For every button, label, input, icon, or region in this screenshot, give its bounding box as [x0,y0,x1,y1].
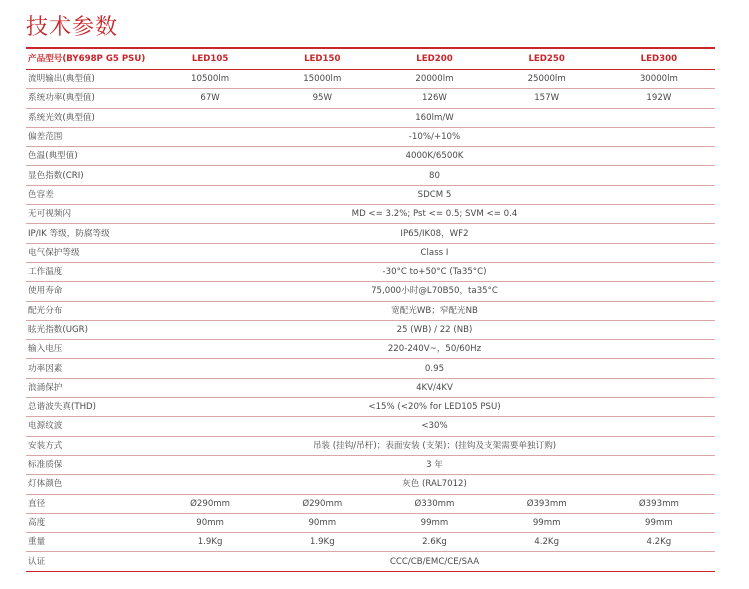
row-label: 显色指数(CRI) [26,166,154,185]
row-value: 25000lm [491,70,603,89]
row-value: 4.2Kg [491,533,603,552]
row-value-shared: 3 年 [154,455,715,474]
row-value: 15000lm [266,70,378,89]
table-row [26,320,715,339]
row-value: 30000lm [603,70,715,89]
table-row [26,475,715,494]
table-row [26,262,715,281]
table-row [26,340,715,359]
table-row [26,108,715,127]
table-row [26,513,715,532]
row-label: 灯体颜色 [26,475,154,494]
row-value: Ø290mm [266,494,378,513]
table-row [26,533,715,552]
table-row [26,398,715,417]
row-value: 126W [378,89,490,108]
table-row [26,147,715,166]
table-row [26,224,715,243]
header-model: 产品型号(BY698P G5 PSU) [26,48,154,70]
row-value-shared: <15% (<20% for LED105 PSU) [154,398,715,417]
row-value-shared: SDCM 5 [154,185,715,204]
row-value: Ø393mm [491,494,603,513]
header-led300: LED300 [603,48,715,70]
row-value: 2.6Kg [378,533,490,552]
row-label: 色温(典型值) [26,147,154,166]
row-value: 67W [154,89,266,108]
row-value: 1.9Kg [266,533,378,552]
row-label: 高度 [26,513,154,532]
row-value: 4.2Kg [603,533,715,552]
row-label: 工作温度 [26,262,154,281]
row-value: 10500lm [154,70,266,89]
table-row [26,417,715,436]
spec-table-body [26,70,715,572]
row-value-shared: CCC/CB/EMC/CE/SAA [154,552,715,571]
row-value: 192W [603,89,715,108]
row-label: 使用寿命 [26,282,154,301]
row-value: Ø290mm [154,494,266,513]
row-label: 流明输出(典型值) [26,70,154,89]
table-row [26,552,715,571]
row-value-shared: 0.95 [154,359,715,378]
row-value: 95W [266,89,378,108]
table-row [26,359,715,378]
row-label: 系统功率(典型值) [26,89,154,108]
row-value-shared: 220-240V~，50/60Hz [154,340,715,359]
row-label: 偏差范围 [26,127,154,146]
row-label: 电气保护等级 [26,243,154,262]
row-label: 配光分布 [26,301,154,320]
table-row [26,166,715,185]
table-row [26,89,715,108]
table-row [26,455,715,474]
table-row [26,436,715,455]
row-label: 浪涌保护 [26,378,154,397]
row-value: 99mm [491,513,603,532]
row-value: Ø330mm [378,494,490,513]
header-led150: LED150 [266,48,378,70]
row-label: 功率因素 [26,359,154,378]
row-value: 90mm [154,513,266,532]
row-value-shared: 吊装 (挂钩/吊杆)；表面安装 (支架)；(挂钩及支架需要单独订购) [154,436,715,455]
table-header-row [26,48,715,70]
row-value-shared: 4KV/4KV [154,378,715,397]
table-row [26,127,715,146]
row-value: 90mm [266,513,378,532]
page-title: 技术参数 [26,15,119,40]
row-label: 安装方式 [26,436,154,455]
header-led200: LED200 [378,48,490,70]
row-value: Ø393mm [603,494,715,513]
row-label: 无可视频闪 [26,205,154,224]
row-value: 157W [491,89,603,108]
row-label: 总谐波失真(THD) [26,398,154,417]
table-row [26,378,715,397]
row-value-shared: 宽配光WB；窄配光NB [154,301,715,320]
row-value-shared: Class I [154,243,715,262]
row-label: 认证 [26,552,154,571]
row-value-shared: 160lm/W [154,108,715,127]
row-label: IP/IK 等级，防腐等级 [26,224,154,243]
row-value-shared: 4000K/6500K [154,147,715,166]
row-value-shared: 25 (WB) / 22 (NB) [154,320,715,339]
row-value: 99mm [378,513,490,532]
row-label: 电源纹波 [26,417,154,436]
row-label: 直径 [26,494,154,513]
row-value-shared: -30°C to+50°C (Ta35°C) [154,262,715,281]
row-label: 眩光指数(UGR) [26,320,154,339]
row-value-shared: MD <= 3.2%; Pst <= 0.5; SVM <= 0.4 [154,205,715,224]
spec-table [26,47,715,572]
row-label: 标准质保 [26,455,154,474]
row-value-shared: 75,000小时@L70B50，ta35°C [154,282,715,301]
row-label: 输入电压 [26,340,154,359]
header-led250: LED250 [491,48,603,70]
table-row [26,70,715,89]
table-row [26,243,715,262]
row-value-shared: IP65/IK08，WF2 [154,224,715,243]
row-label: 重量 [26,533,154,552]
table-row [26,301,715,320]
row-value-shared: -10%/+10% [154,127,715,146]
header-led105: LED105 [154,48,266,70]
row-value-shared: <30% [154,417,715,436]
table-row [26,494,715,513]
row-value-shared: 80 [154,166,715,185]
row-value: 99mm [603,513,715,532]
row-label: 系统光效(典型值) [26,108,154,127]
table-row [26,205,715,224]
row-label: 色容差 [26,185,154,204]
row-value: 1.9Kg [154,533,266,552]
table-row [26,282,715,301]
row-value: 20000lm [378,70,490,89]
table-row [26,185,715,204]
row-value-shared: 灰色 (RAL7012) [154,475,715,494]
